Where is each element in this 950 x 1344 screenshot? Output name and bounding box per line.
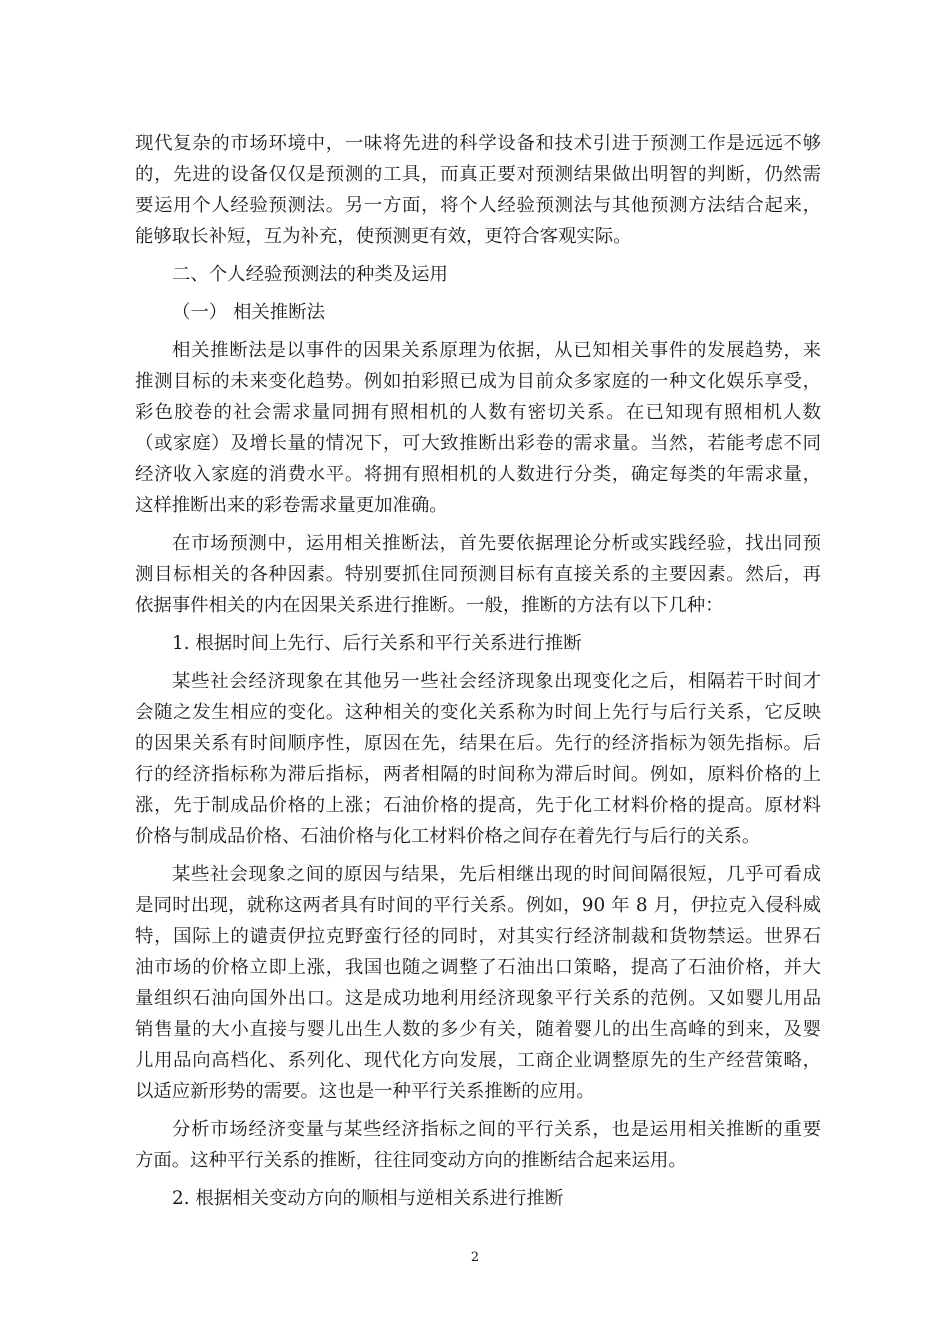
text-line: 某些社会现象之间的原因与结果，先后相继出现的时间间隔很短，几乎可看成 — [172, 864, 821, 885]
page-number: 2 — [470, 1250, 480, 1265]
paragraph — [135, 128, 821, 252]
text-line: 的因果关系有时间顺序性，原因在先，结果在后。先行的经济指标为领先指标。后 — [135, 733, 821, 754]
text-line: 彩色胶卷的社会需求量同拥有照相机的人数有密切关系。在已知现有照相机人数 — [135, 402, 821, 423]
document-body — [135, 128, 821, 1214]
paragraph — [135, 335, 821, 521]
text-line: 测目标相关的各种因素。特别要抓住同预测目标有直接关系的主要因素。然后，再 — [135, 564, 821, 585]
text-line: 推测目标的未来变化趋势。例如拍彩照已成为目前众多家庭的一种文化娱乐享受， — [135, 371, 821, 392]
text-line: 是同时出现，就称这两者具有时间的平行关系。例如，90 年 8 月，伊拉克入侵科威 — [135, 895, 821, 916]
text-line: 要运用个人经验预测法。另一方面，将个人经验预测法与其他预测方法结合起来， — [135, 195, 821, 216]
text-line: 特，国际上的谴责伊拉克野蛮行径的同时，对其实行经济制裁和货物禁运。世界石 — [135, 926, 821, 947]
paragraph — [135, 859, 821, 1107]
text-line: 相关推断法是以事件的因果关系原理为依据，从已知相关事件的发展趋势，来 — [172, 340, 821, 361]
paragraph — [135, 666, 821, 852]
paragraph — [135, 1114, 821, 1176]
text-line: 价格与制成品价格、石油价格与化工材料价格之间存在着先行与后行的关系。 — [135, 826, 761, 847]
text-line: 经济收入家庭的消费水平。将拥有照相机的人数进行分类，确定每类的年需求量， — [135, 464, 821, 485]
text-line: 量组织石油向国外出口。这是成功地利用经济现象平行关系的范例。又如婴儿用品 — [135, 988, 821, 1009]
text-line: 会随之发生相应的变化。这种相关的变化关系称为时间上先行与后行关系，它反映 — [135, 702, 821, 723]
text-line: 这样推断出来的彩卷需求量更加准确。 — [135, 495, 448, 516]
section-heading: 1. 根据时间上先行、后行关系和平行关系进行推断 — [172, 633, 582, 654]
text-line: 油市场的价格立即上涨，我国也随之调整了石油出口策略，提高了石油价格，并大 — [135, 957, 821, 978]
text-line: 某些社会经济现象在其他另一些社会经济现象出现变化之后，相隔若干时间才 — [172, 671, 821, 692]
text-line: 依据事件相关的内在因果关系进行推断。一般，推断的方法有以下几种： — [135, 595, 724, 616]
text-line: 以适应新形势的需要。这也是一种平行关系推断的应用。 — [135, 1081, 595, 1102]
text-line: 儿用品向高档化、系列化、现代化方向发展，工商企业调整原先的生产经营策略， — [135, 1050, 821, 1071]
text-line: 分析市场经济变量与某些经济指标之间的平行关系，也是运用相关推断的重要 — [172, 1119, 821, 1140]
text-line: 行的经济指标称为滞后指标，两者相隔的时间称为滞后时间。例如，原料价格的上 — [135, 764, 821, 785]
text-line: 能够取长补短，互为补充，使预测更有效，更符合客观实际。 — [135, 226, 632, 247]
text-line: 方面。这种平行关系的推断，往往同变动方向的推断结合起来运用。 — [135, 1150, 687, 1171]
paragraph — [135, 528, 821, 621]
text-line: 销售量的大小直接与婴儿出生人数的多少有关，随着婴儿的出生高峰的到来，及婴 — [135, 1019, 821, 1040]
section-heading: 二、个人经验预测法的种类及运用 — [172, 264, 448, 285]
text-line: （或家庭）及增长量的情况下，可大致推断出彩卷的需求量。当然，若能考虑不同 — [135, 433, 821, 454]
text-line: 涨，先于制成品价格的上涨；石油价格的提高，先于化工材料价格的提高。原材料 — [135, 795, 821, 816]
text-line: 在市场预测中，运用相关推断法，首先要依据理论分析或实践经验，找出同预 — [172, 533, 821, 554]
section-heading: 2. 根据相关变动方向的顺相与逆相关系进行推断 — [172, 1188, 564, 1209]
section-heading: （一） 相关推断法 — [172, 302, 325, 323]
text-line: 的，先进的设备仅仅是预测的工具，而真正要对预测结果做出明智的判断，仍然需 — [135, 164, 821, 185]
text-line: 现代复杂的市场环境中，一味将先进的科学设备和技术引进于预测工作是远远不够 — [135, 133, 821, 154]
